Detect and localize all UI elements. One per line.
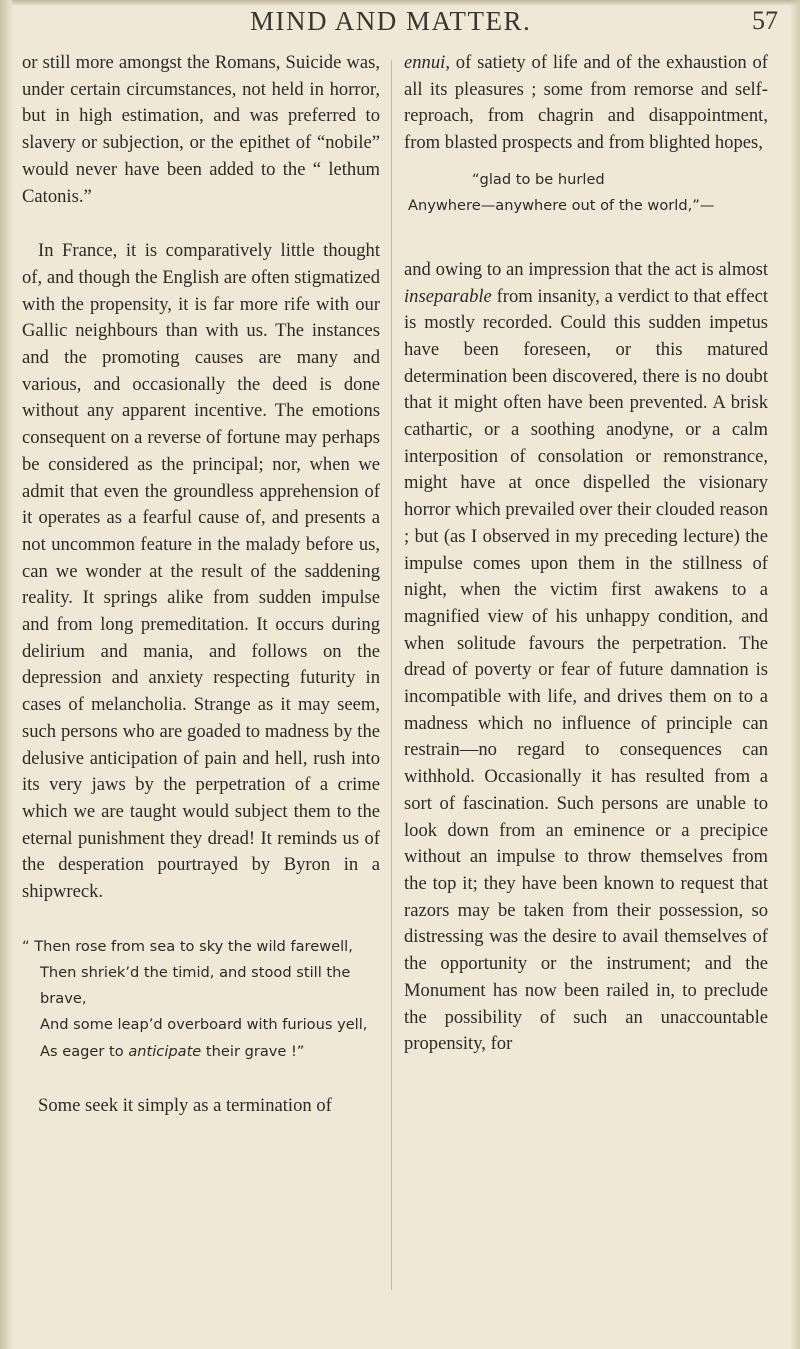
page-number: 57 bbox=[752, 6, 778, 35]
verse-emphasis: anticipate bbox=[128, 1042, 202, 1060]
left-column bbox=[22, 50, 380, 1120]
right-paragraph-2-pre: and owing to an impression that the act is almost bbox=[404, 258, 768, 280]
paragraph-gap bbox=[22, 906, 380, 934]
paragraph-gap bbox=[404, 219, 768, 257]
verse-line-4-pre: As eager to bbox=[40, 1042, 129, 1060]
right-paragraph-1-text: , of satiety of life and of the exhaustion of all its pleasures ; some from remorse and self-reproach, from chagrin and disappointment, from blasted prospects and from blighted hopes, bbox=[404, 52, 768, 154]
left-paragraph-2: In France, it is comparatively little thought of, and though the English are often stigmatized with the propensity, it is far more rife with our Gallic neighbours than with us. The instances and the promoting causes are many and various, and occasionally the deed is done without any apparent incentive. The emotions consequent on a reverse of fortune may perhaps be considered as the principal; nor, when we admit that even the groundless apprehension of it operates as a fearful cause of, and presents a not uncommon feature in the malady before us, can we wonder at the result of the saddening reality. It springs alike from sudden impulse and from long premeditation. It occurs during delirium and mania, and follows on the depression and anxiety respecting futurity in cases of melancholia. Strange as it may seem, such persons who are goaded to madness by the delusive anticipation of pain and hell, rush into its very jaws by the perpetration of a crime which we are taught would subject them to the eternal punishment they dread! It reminds us of the desperation pourtrayed by Byron in a shipwreck. bbox=[22, 240, 380, 903]
quote-line-1: “glad to be hurled bbox=[472, 170, 605, 188]
hood-quote bbox=[404, 167, 768, 219]
left-paragraph-3: Some seek it simply as a termination of bbox=[38, 1094, 332, 1116]
page-edge-right bbox=[790, 0, 800, 1349]
verse-line-4-post: their grave !” bbox=[201, 1042, 305, 1060]
verse-line-4 bbox=[22, 1039, 380, 1065]
column-divider bbox=[391, 60, 392, 1290]
verse-line-2: Then shriek’d the timid, and stood still the bbox=[40, 964, 351, 981]
right-paragraph-2 bbox=[404, 257, 768, 1058]
byron-verse bbox=[22, 934, 380, 1065]
verse-line-2-cont: brave, bbox=[40, 990, 87, 1008]
verse-line-3: And some leap’d overboard with furious yell, bbox=[40, 1016, 368, 1034]
running-head-title: MIND AND MATTER. bbox=[250, 6, 532, 36]
running-head bbox=[0, 6, 800, 46]
verse-line-1: “ Then rose from sea to sky the wild farewell, bbox=[22, 937, 353, 955]
left-paragraph-1: or still more amongst the Romans, Suicide was, under certain circumstances, not held in horror, but in high estimation, and was preferred to slavery or subjection, or the epithet of “nobile” would never have been added to the “ lethum Catonis.” bbox=[22, 52, 380, 207]
paragraph-gap bbox=[22, 1065, 380, 1093]
right-paragraph-1 bbox=[404, 50, 768, 157]
right-paragraph-2-post: from insanity, a verdict to that effect is mostly recorded. Could this sudden impetus have been foreseen, or this matured determination been discovered, there is no doubt that it might often have been prevented. A brisk cathartic, or a soothing anodyne, or a calm interposition of consolation or remonstrance, might have at once dispelled the visionary horror which prevailed over their clouded reason ; but (as I observed in my preceding lecture) the impulse comes upon them in the stillness of night, when the victim first awakens to a magnified view of his unhappy condition, and when solitude favours the perpetration. The dread of poverty or fear of future damnation is incompatible with life, and drives them on to a madness which no influence of principle can restrain—no regard to consequences can withhold. Occasionally it has resulted from a sort of fascination. Such persons are unable to look down from an eminence or a precipice without an impulse to throw themselves from the top it; they have been known to request that razors may be taken from their possession, so distressing was the desire to avail themselves of the opportunity or the instrument; and the Monument has now been railed in, to preclude the possibility of such an unaccountable propensity, for bbox=[404, 285, 768, 1055]
page-edge-left bbox=[0, 0, 14, 1349]
paragraph-gap bbox=[22, 210, 380, 238]
quote-line-2: Anywhere—anywhere out of the world,”— bbox=[408, 196, 715, 214]
right-column bbox=[404, 50, 768, 1058]
ennui-emphasis: ennui bbox=[404, 52, 446, 73]
inseparable-emphasis: inseparable bbox=[404, 285, 492, 307]
